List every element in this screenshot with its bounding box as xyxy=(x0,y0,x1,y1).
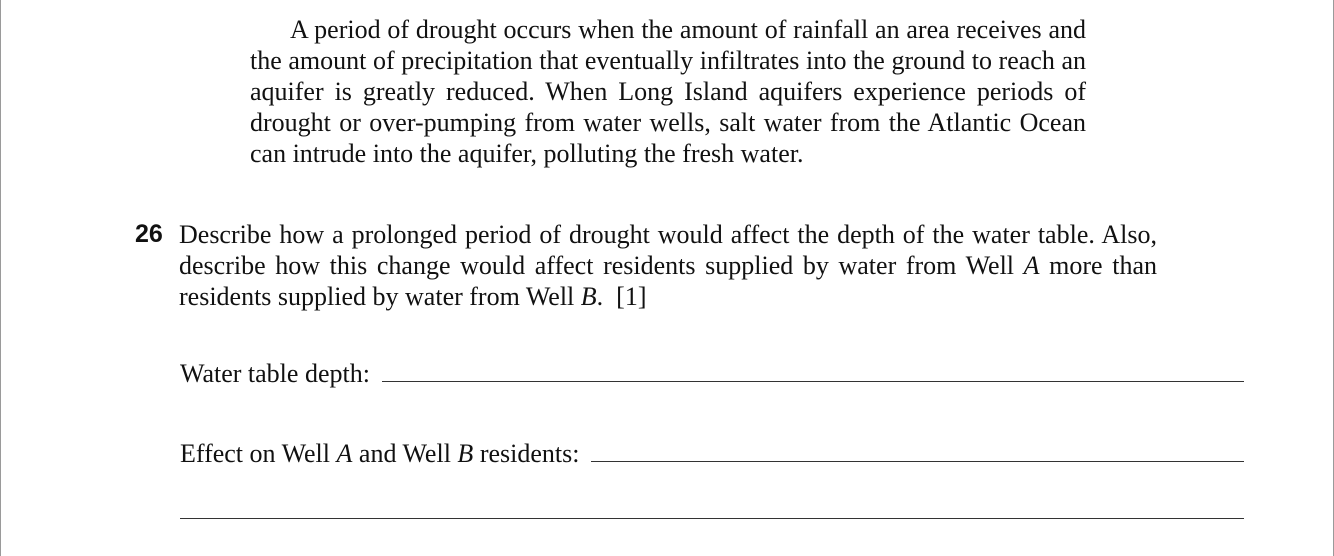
well-b-label: B xyxy=(580,282,597,311)
passage-paragraph: A period of drought occurs when the amount of rainfall an area receives and the amount of precipitation that eventually infiltrates into the ground to reach an aquifer is greatly reduced. When Long Island aquifers experience periods of drought or over-pumping from water wells, salt water from the Atlantic Ocean can intrude into the aquifer, polluting the fresh water. xyxy=(250,15,1086,168)
effect-label-prefix: Effect on Well xyxy=(180,439,337,468)
credit-value: [1] xyxy=(616,282,647,311)
water-table-answer-row xyxy=(180,358,1244,389)
effect-answer-row xyxy=(180,438,1244,469)
water-table-label: Water table depth: xyxy=(180,359,370,388)
well-a-label: A xyxy=(1023,251,1040,280)
effect-answer-line[interactable] xyxy=(591,460,1244,462)
question-text-part3: . xyxy=(596,282,604,311)
question-text-part2: more than residents supplied by water from Well xyxy=(179,251,1157,311)
extra-answer-line[interactable] xyxy=(180,518,1244,519)
water-table-answer-line[interactable] xyxy=(382,380,1244,382)
effect-well-b: B xyxy=(457,439,474,468)
effect-label-suffix: residents: xyxy=(473,439,580,468)
effect-label xyxy=(180,438,579,469)
question-number: 26 xyxy=(135,220,163,248)
question-26 xyxy=(135,219,1157,312)
effect-label-mid: and Well xyxy=(352,439,458,468)
question-text xyxy=(179,219,1157,312)
effect-well-a: A xyxy=(336,439,353,468)
question-text-part1: Describe how a prolonged period of drought would affect the depth of the water table. Also, describe how this change would affect residents supplied by water from Well xyxy=(179,220,1157,280)
page-left-border xyxy=(0,0,1,556)
